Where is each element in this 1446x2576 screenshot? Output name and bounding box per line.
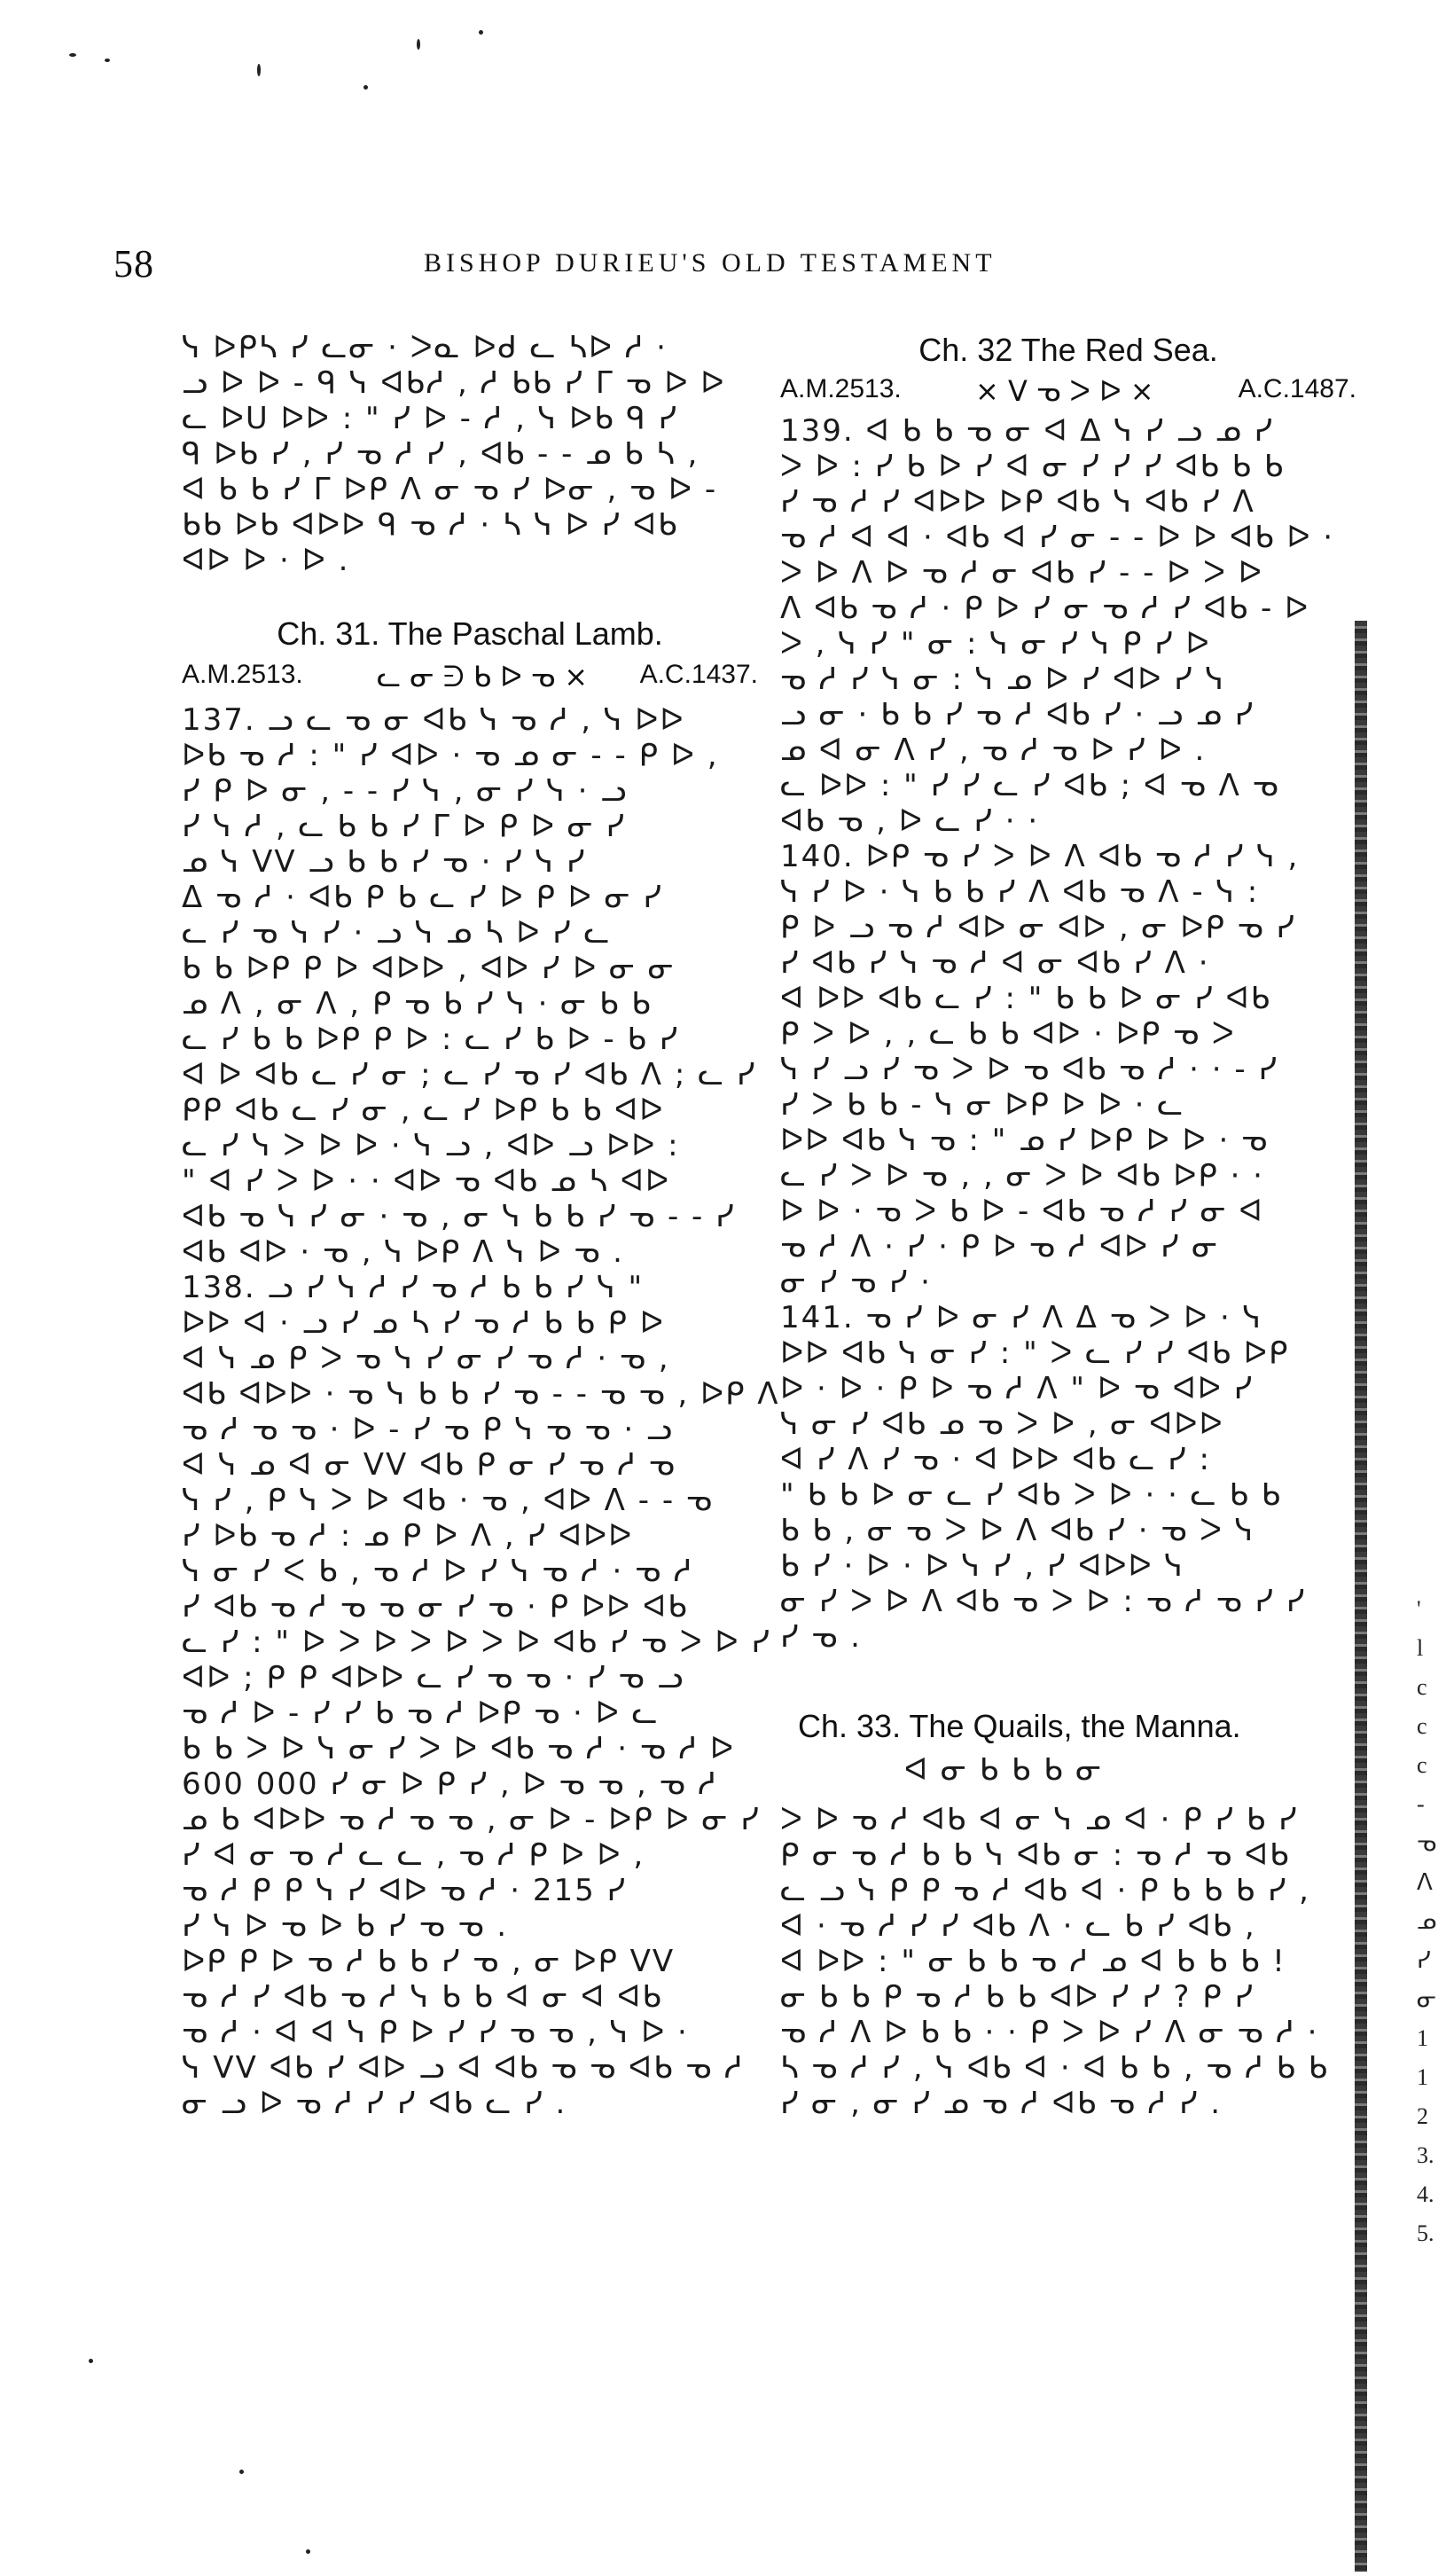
text-line: ᐊᐅ ᐅ · ᐅ .: [182, 543, 350, 576]
text-line: ᐅᐅ ᐊᑲ ᓭ ᓀ : " ᓄ ᓯ ᐅᑭ ᐅ ᐅ · ᓀ: [780, 1123, 1270, 1156]
text-line: ᓀ ᓱ · ᐊ ᐊ ᓭ ᑭ ᐅ ᓯ ᓯ ᓀ ᓀ , ᓭ ᐅ ·: [182, 2015, 689, 2048]
text-line: ᓚ ᓯ : " ᐅ ᐳ ᐅ ᐳ ᐅ ᐳ ᐅ ᐊᑲ ᓯ ᓀ ᐳ ᐅ ᓯ: [182, 1625, 771, 1658]
text-line: ᓯ ᓭ ᐅ ᓀ ᐅ ᑲ ᓯ ᓀ ᓀ .: [182, 1908, 509, 1942]
scan-speck: [257, 64, 261, 76]
text-line: ᓚ ᓯ ᑲ ᑲ ᐅᑭ ᑭ ᐅ : ᓚ ᓯ ᑲ ᐅ - ᑲ ᓯ: [182, 1022, 680, 1055]
text-line: ᓯ ᑭ ᐅ ᓂ , - - ᓯ ᓭ , ᓂ ᓯ ᓭ · ᓗ: [182, 773, 629, 807]
page-header: [113, 241, 1115, 294]
text-line: ᓂ ᑲ ᑲ ᑭ ᓀ ᓱ ᑲ ᑲ ᐊᐅ ᓯ ᓯ ? ᑭ ᓯ: [780, 1979, 1255, 2013]
text-line: ᓄ ᐊ ᓂ ᐱ ᓯ , ᓀ ᓱ ᓀ ᐅ ᓯ ᐅ .: [780, 732, 1207, 766]
text-line: ᐊᐅ ; ᑭ ᑭ ᐊᐅᐅ ᓚ ᓯ ᓀ ᓀ · ᓯ ᓀ ᓗ: [182, 1660, 685, 1694]
text-line: ᓄ ᓭ ᐯᐯ ᓗ ᑲ ᑲ ᓯ ᓀ · ᓯ ᓭ ᓯ: [182, 844, 587, 878]
scan-speck: [239, 2470, 244, 2474]
margin-mark: 1: [1417, 2064, 1428, 2090]
anno-mundi: A.M.2513.: [182, 660, 303, 689]
text-line: ᓚ ᐅᐅ : " ᓯ ᓯ ᓚ ᓯ ᐊᑲ ; ᐊ ᓀ ᐱ ᓀ: [780, 768, 1280, 802]
text-line: ᓗ ᓂ · ᑲ ᑲ ᓯ ᓀ ᓱ ᐊᑲ ᓯ · ᓗ ᓄ ᓯ: [780, 697, 1255, 731]
margin-mark: ᓄ: [1417, 1908, 1437, 1934]
text-line: ᓗ ᐅ ᐅ - ᑫ ᓭ ᐊᑲᓱ , ᓱ ᑲᑲ ᓯ ᒥ ᓀ ᐅ ᐅ: [182, 365, 726, 399]
margin-mark: ': [1417, 1596, 1421, 1622]
margin-mark: -: [1417, 1791, 1425, 1817]
scan-speck: [417, 39, 420, 50]
margin-mark: ᓀ: [1417, 1830, 1437, 1856]
chapter-heading: Ch. 31. The Paschal Lamb.: [277, 615, 663, 652]
text-line: ᑲᑲ ᐅᑲ ᐊᐅᐅ ᑫ ᓀ ᓱ · ᓴ ᓭ ᐅ ᓯ ᐊᑲ: [182, 507, 679, 541]
anno-christi: A.C.1437.: [639, 660, 758, 689]
text-line: ᓭ ᓂ ᓯ ᐸ ᑲ , ᓀ ᓱ ᐅ ᓯ ᓭ ᓀ ᓱ · ᓀ ᓱ: [182, 1554, 694, 1587]
text-line: ᓀ ᓱ ᓯ ᐊᑲ ᓀ ᓱ ᓭ ᑲ ᑲ ᐊ ᓂ ᐊ ᐊᑲ: [182, 1979, 663, 2013]
margin-mark: c: [1417, 1752, 1427, 1778]
text-line: ᐳ ᐅ ᓀ ᓱ ᐊᑲ ᐊ ᓂ ᓭ ᓄ ᐊ · ᑭ ᓯ ᑲ ᓯ: [780, 1802, 1299, 1836]
text-line: ᓯ ᐊᑲ ᓯ ᓭ ᓀ ᓱ ᐊ ᓂ ᐊᑲ ᓯ ᐱ ·: [780, 945, 1210, 979]
text-line: ᑲ ᑲ ᐳ ᐅ ᓭ ᓂ ᓯ ᐳ ᐅ ᐊᑲ ᓀ ᓱ · ᓀ ᓱ ᐅ: [182, 1731, 736, 1765]
text-line: ᓚ ᓯ ᐳ ᐅ ᓀ , , ᓂ ᐳ ᐅ ᐊᑲ ᐅᑭ · ·: [780, 1158, 1264, 1192]
text-line: 140. ᐅᑭ ᓀ ᓯ ᐳ ᐅ ᐱ ᐊᑲ ᓀ ᓱ ᓯ ᓭ ,: [780, 839, 1300, 873]
date-line: [780, 374, 1356, 406]
text-line: ᑭᑭ ᐊᑲ ᓚ ᓯ ᓂ , ᓚ ᓯ ᐅᑭ ᑲ ᑲ ᐊᐅ: [182, 1092, 665, 1126]
text-line: ᐅ ᐅ · ᓀ ᐳ ᑲ ᐅ - ᐊᑲ ᓀ ᓱ ᓯ ᓂ ᐊ: [780, 1194, 1264, 1227]
text-line: ᑲ ᓯ · ᐅ · ᐅ ᓭ ᓯ , ᓯ ᐊᐅᐅ ᓭ: [780, 1548, 1184, 1582]
text-line: ᐊᑲ ᓀ ᓭ ᓯ ᓂ · ᓀ , ᓂ ᓭ ᑲ ᑲ ᓯ ᓀ - - ᓯ: [182, 1199, 736, 1233]
scan-speck: [89, 2359, 93, 2363]
text-line: 137. ᓗ ᓚ ᓀ ᓂ ᐊᑲ ᓭ ᓀ ᓱ , ᓭ ᐅᐅ: [182, 702, 685, 736]
text-line: ᓂ ᓯ ᓀ ᓯ ·: [780, 1265, 932, 1298]
text-line: ᐊᑲ ᐊᐅ · ᓀ , ᓭ ᐅᑭ ᐱ ᓭ ᐅ ᓀ .: [182, 1234, 624, 1268]
anno-mundi: A.M.2513.: [780, 374, 902, 403]
text-line: ᓀ ᓱ ᑭ ᑭ ᓭ ᓯ ᐊᐅ ᓀ ᓱ · 215 ᓯ: [182, 1873, 628, 1907]
scan-speck: [306, 2549, 310, 2554]
scan-speck: [69, 53, 76, 57]
text-line: ᓚ ᐅᑌ ᐅᐅ : " ᓯ ᐅ - ᓱ , ᓭ ᐅᑲ ᑫ ᓯ: [182, 401, 678, 435]
text-line: ᑭ ᐅ ᓗ ᓀ ᓱ ᐊᐅ ᓂ ᐊᐅ , ᓂ ᐅᑭ ᓀ ᓯ: [780, 910, 1296, 943]
text-line: ᓂ ᓗ ᐅ ᓀ ᓱ ᓯ ᓯ ᐊᑲ ᓚ ᓯ .: [182, 2086, 567, 2119]
text-line: ᑭ ᐳ ᐅ , , ᓚ ᑲ ᑲ ᐊᐅ · ᐅᑭ ᓀ ᐳ: [780, 1016, 1236, 1050]
text-line: ᓭ ᓯ ᐅ · ᓭ ᑲ ᑲ ᓯ ᐱ ᐊᑲ ᓀ ᐱ - ᓭ :: [780, 874, 1260, 908]
text-line: ᐱ ᐊᑲ ᓀ ᓱ · ᑭ ᐅ ᓯ ᓂ ᓀ ᓱ ᓯ ᐊᑲ - ᐅ: [780, 591, 1310, 624]
margin-mark: ᐱ: [1417, 1869, 1433, 1895]
text-line: ᓴ ᓀ ᓱ ᓯ , ᓭ ᐊᑲ ᐊ · ᐊ ᑲ ᑲ , ᓀ ᓱ ᑲ ᑲ: [780, 2050, 1330, 2084]
text-line: ᓄ ᑲ ᐊᐅᐅ ᓀ ᓱ ᓀ ᓀ , ᓂ ᐅ - ᐅᑭ ᐅ ᓂ ᓯ: [182, 1802, 761, 1836]
text-line: ᓚ ᓯ ᓭ ᐳ ᐅ ᐅ · ᓭ ᓗ , ᐊᐅ ᓗ ᐅᐅ :: [182, 1128, 680, 1162]
text-line: ᐊ ᐅ ᐊᑲ ᓚ ᓯ ᓂ ; ᓚ ᓯ ᓀ ᓯ ᐊᑲ ᐱ ; ᓚ ᓯ: [182, 1057, 757, 1091]
text-line: " ᑲ ᑲ ᐅ ᓂ ᓚ ᓯ ᐊᑲ ᐳ ᐅ · · ᓚ ᑲ ᑲ: [780, 1477, 1282, 1511]
scan-speck: [105, 59, 110, 62]
text-line: ᐊ ᓭ ᓄ ᐊ ᓂ ᐯᐯ ᐊᑲ ᑭ ᓂ ᓯ ᓀ ᓱ ᓀ: [182, 1447, 676, 1481]
margin-mark: 3.: [1417, 2142, 1434, 2168]
margin-mark: ᓂ: [1417, 1986, 1437, 2012]
text-line: ᓚ ᓗ ᓭ ᑭ ᑭ ᓀ ᓱ ᐊᑲ ᐊ · ᑭ ᑲ ᑲ ᑲ ᓯ ,: [780, 1873, 1310, 1907]
margin-mark: ᓯ: [1417, 1947, 1431, 1973]
anno-christi: A.C.1487.: [1238, 374, 1356, 403]
text-line: ᐊ ᐅᐅ ᐊᑲ ᓚ ᓯ : " ᑲ ᑲ ᐅ ᓂ ᓯ ᐊᑲ: [780, 981, 1272, 1014]
margin-mark: 2: [1417, 2103, 1428, 2129]
syllabic-title: ᐊ ᓂ ᑲ ᑲ ᑲ ᓂ: [904, 1752, 1104, 1786]
running-title: BISHOP DURIEU'S OLD TESTAMENT: [424, 248, 997, 278]
text-line: ᓀ ᓱ ᐱ ᐅ ᑲ ᑲ · · ᑭ ᐳ ᐅ ᓯ ᐱ ᓂ ᓀ ᓱ ·: [780, 2015, 1319, 2048]
text-line: ᓯ ᐅᑲ ᓀ ᓱ : ᓄ ᑭ ᐅ ᐱ , ᓯ ᐊᐅᐅ: [182, 1518, 634, 1552]
text-line: ᓀ ᓱ ᐊ ᐊ · ᐊᑲ ᐊ ᓯ ᓂ - - ᐅ ᐅ ᐊᑲ ᐅ ·: [780, 520, 1335, 553]
text-line: ᓀ ᓱ ᓯ ᓭ ᓂ : ᓭ ᓄ ᐅ ᓯ ᐊᐅ ᓯ ᓭ: [780, 662, 1225, 695]
scan-speck: [479, 30, 483, 35]
margin-mark: c: [1417, 1674, 1427, 1700]
margin-mark: 4.: [1417, 2181, 1434, 2207]
text-line: ᐅᑭ ᑭ ᐅ ᓀ ᓱ ᑲ ᑲ ᓯ ᓀ , ᓂ ᐅᑭ ᐯᐯ: [182, 1944, 676, 1977]
text-line: 141. ᓀ ᓯ ᐅ ᓂ ᓯ ᐱ ᐃ ᓀ ᐳ ᐅ · ᓭ: [780, 1300, 1263, 1334]
syllabic-date: ᓚ ᓂ ᕭ ᑲ ᐅ ᓀ ×: [377, 660, 589, 693]
text-line: ᓯ ᐳ ᑲ ᑲ - ᓭ ᓂ ᐅᑭ ᐅ ᐅ · ᓚ: [780, 1087, 1185, 1121]
chapter-heading: Ch. 33. The Quails, the Manna.: [798, 1708, 1241, 1744]
text-line: 600 000 ᓯ ᓂ ᐅ ᑭ ᓯ , ᐅ ᓀ ᓀ , ᓀ ᓱ: [182, 1766, 718, 1800]
text-line: ᐊ ᓯ ᐱ ᓯ ᓀ · ᐊ ᐅᐅ ᐊᑲ ᓚ ᓯ :: [780, 1442, 1211, 1476]
page-number: 58: [113, 242, 154, 286]
text-line: ᓯ ᐊ ᓂ ᓀ ᓱ ᓚ ᓚ , ᓀ ᓱ ᑭ ᐅ ᐅ ,: [182, 1837, 645, 1871]
text-line: ᑲ ᑲ , ᓂ ᓀ ᐳ ᐅ ᐱ ᐊᑲ ᓯ · ᓀ ᐳ ᓭ: [780, 1513, 1255, 1546]
text-line: ᐊᑲ ᓀ , ᐅ ᓚ ᓯ · ·: [780, 803, 1040, 837]
text-line: ᑲ ᑲ ᐅᑭ ᑭ ᐅ ᐊᐅᐅ , ᐊᐅ ᓯ ᐅ ᓂ ᓂ: [182, 951, 676, 984]
text-line: ᓀ ᓱ ᓀ ᓀ · ᐅ - ᓯ ᓀ ᑭ ᓭ ᓀ ᓀ · ᓗ: [182, 1412, 674, 1445]
text-line: ᐅᐅ ᐊ · ᓗ ᓯ ᓄ ᓴ ᓯ ᓀ ᓱ ᑲ ᑲ ᑭ ᐅ: [182, 1305, 665, 1339]
text-line: ᐅᐅ ᐊᑲ ᓭ ᓂ ᓯ : " ᐳ ᓚ ᓯ ᓯ ᐊᑲ ᐅᑭ: [780, 1335, 1290, 1369]
chapter-heading: Ch. 32 The Red Sea.: [918, 332, 1218, 368]
text-line: ᓭ ᐅᑭᓴ ᓯ ᓚᓂ · ᐳᓇ ᐅᑯ ᓚ ᓴᐅ ᓱ ·: [182, 330, 668, 364]
text-line: ᐅᑲ ᓀ ᓱ : " ᓯ ᐊᐅ · ᓀ ᓄ ᓂ - - ᑭ ᐅ ,: [182, 738, 719, 771]
text-line: ᓯ ᐊᑲ ᓀ ᓱ ᓀ ᓀ ᓂ ᓯ ᓀ · ᑭ ᐅᐅ ᐊᑲ: [182, 1589, 689, 1623]
text-line: ᓂ ᓯ ᐳ ᐅ ᐱ ᐊᑲ ᓀ ᐳ ᐅ : ᓀ ᓱ ᓀ ᓯ ᓯ: [780, 1584, 1307, 1617]
text-line: ᐳ ᐅ ᐱ ᐅ ᓀ ᓱ ᓂ ᐊᑲ ᓯ - - ᐅ ᐳ ᐅ: [780, 555, 1263, 589]
scan-speck: [363, 85, 368, 90]
text-line: ᓭ ᓯ , ᑭ ᓭ ᐳ ᐅ ᐊᑲ · ᓀ , ᐊᐅ ᐱ - - ᓀ: [182, 1483, 714, 1516]
text-line: ᐅ · ᐅ · ᑭ ᐅ ᓀ ᓱ ᐱ " ᐅ ᓀ ᐊᐅ ᓯ: [780, 1371, 1255, 1405]
text-line: ᐊᑲ ᐊᐅᐅ · ᓀ ᓭ ᑲ ᑲ ᓯ ᓀ - - ᓀ ᓀ , ᐅᑭ ᐱ: [182, 1376, 780, 1410]
text-line: ᐳ ᐅ : ᓯ ᑲ ᐅ ᓯ ᐊ ᓂ ᓯ ᓯ ᓯ ᐊᑲ ᑲ ᑲ: [780, 449, 1286, 482]
text-line: ᑭ ᓂ ᓀ ᓱ ᑲ ᑲ ᓭ ᐊᑲ ᓂ : ᓀ ᓱ ᓀ ᐊᑲ: [780, 1837, 1291, 1871]
text-line: ᐊ ᑲ ᑲ ᓯ ᒥ ᐅᑭ ᐱ ᓂ ᓀ ᓯ ᐅᓂ , ᓀ ᐅ -: [182, 472, 718, 505]
text-line: ᐊ ᐅᐅ : " ᓂ ᑲ ᑲ ᓀ ᓱ ᓄ ᐊ ᑲ ᑲ ᑲ !: [780, 1944, 1286, 1977]
text-line: ᓯ ᓀ .: [780, 1619, 862, 1653]
syllabic-date: × ᐯ ᓀ ᐳ ᐅ ×: [975, 374, 1154, 408]
text-line: ᓯ ᓂ , ᓂ ᓯ ᓄ ᓀ ᓱ ᐊᑲ ᓀ ᓱ ᓯ .: [780, 2086, 1223, 2119]
text-line: ᑫ ᐅᑲ ᓯ , ᓯ ᓀ ᓱ ᓯ , ᐊᑲ - - ᓄ ᑲ ᓴ ,: [182, 436, 700, 470]
text-line: ᓯ ᓀ ᓱ ᓯ ᐊᐅᐅ ᐅᑭ ᐊᑲ ᓭ ᐊᑲ ᓯ ᐱ: [780, 484, 1255, 518]
text-line: ᐃ ᓀ ᓱ · ᐊᑲ ᑭ ᑲ ᓚ ᓯ ᐅ ᑭ ᐅ ᓂ ᓯ: [182, 880, 663, 913]
text-line: ᓯ ᓭ ᓱ , ᓚ ᑲ ᑲ ᓯ ᒥ ᐅ ᑭ ᐅ ᓂ ᓯ: [182, 809, 627, 842]
text-line: ᓭ ᓯ ᓗ ᓯ ᓀ ᐳ ᐅ ᓀ ᐊᑲ ᓀ ᓱ · · - ᓯ: [780, 1052, 1278, 1085]
margin-mark: 1: [1417, 2025, 1428, 2051]
text-line: ᐊ · ᓀ ᓱ ᓯ ᓯ ᐊᑲ ᐱ · ᓚ ᑲ ᓯ ᐊᑲ ,: [780, 1908, 1256, 1942]
text-line: ᓀ ᓱ ᐅ - ᓯ ᓯ ᑲ ᓀ ᓱ ᐅᑭ ᓀ · ᐅ ᓚ: [182, 1695, 660, 1729]
margin-mark: l: [1417, 1635, 1424, 1661]
text-line: " ᐊ ᓯ ᐳ ᐅ · · ᐊᐅ ᓀ ᐊᑲ ᓄ ᓴ ᐊᐅ: [182, 1163, 671, 1197]
date-line: [182, 660, 758, 692]
text-line: ᐳ , ᓭ ᓯ " ᓂ : ᓭ ᓂ ᓯ ᓭ ᑭ ᓯ ᐅ: [780, 626, 1211, 660]
text-line: ᓄ ᐱ , ᓂ ᐱ , ᑭ ᓀ ᑲ ᓯ ᓭ · ᓂ ᑲ ᑲ: [182, 986, 653, 1020]
binding-edge: [1355, 621, 1367, 2572]
text-line: ᐊ ᓭ ᓄ ᑭ ᐳ ᓀ ᓭ ᓯ ᓂ ᓯ ᓀ ᓱ · ᓀ ,: [182, 1341, 670, 1374]
margin-mark: 5.: [1417, 2220, 1434, 2246]
margin-mark: c: [1417, 1713, 1427, 1739]
text-line: ᓚ ᓯ ᓀ ᓭ ᓯ · ᓗ ᓭ ᓄ ᓴ ᐅ ᓯ ᓚ: [182, 915, 612, 949]
text-line: ᓭ ᐯᐯ ᐊᑲ ᓯ ᐊᐅ ᓗ ᐊ ᐊᑲ ᓀ ᓀ ᐊᑲ ᓀ ᓱ: [182, 2050, 745, 2084]
text-line: ᓭ ᓂ ᓯ ᐊᑲ ᓄ ᓀ ᐳ ᐅ , ᓂ ᐊᐅᐅ: [780, 1406, 1224, 1440]
text-line: 138. ᓗ ᓯ ᓭ ᓱ ᓯ ᓀ ᓱ ᑲ ᑲ ᓯ ᓭ ": [182, 1270, 645, 1304]
text-line: 139. ᐊ ᑲ ᑲ ᓀ ᓂ ᐊ ᐃ ᓭ ᓯ ᓗ ᓄ ᓯ: [780, 413, 1275, 447]
text-line: ᓀ ᓱ ᐱ · ᓯ · ᑭ ᐅ ᓀ ᓱ ᐊᐅ ᓯ ᓂ: [780, 1229, 1220, 1263]
